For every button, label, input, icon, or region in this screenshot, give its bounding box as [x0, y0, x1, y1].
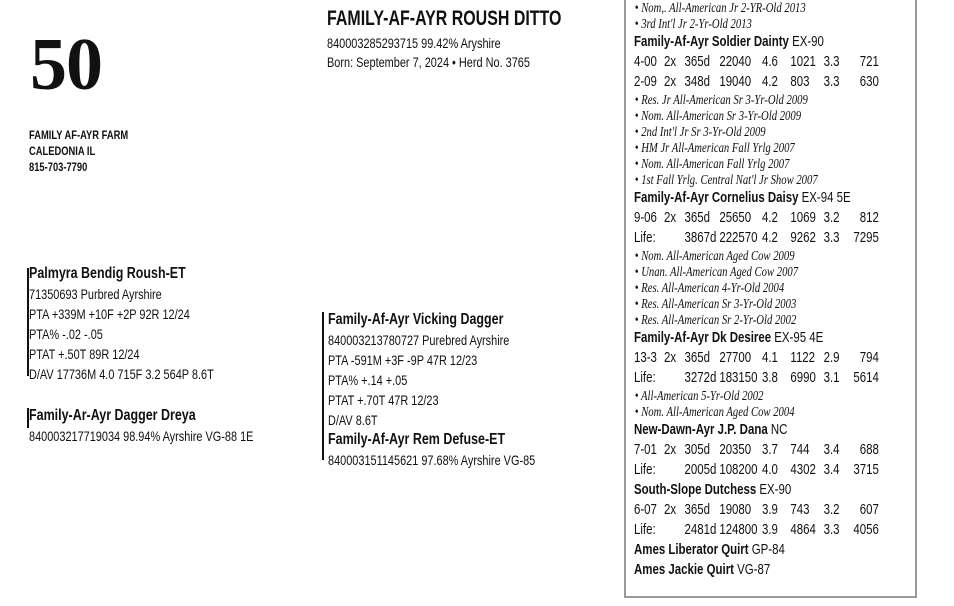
- sire-pta: PTA +339M +10F +2P 92R 12/24: [29, 306, 190, 322]
- record-cell: 3.4: [823, 462, 840, 478]
- record-cell: 2005d: [684, 462, 717, 478]
- record-cell: Life:: [634, 462, 656, 478]
- record-cell: 124800: [719, 522, 758, 538]
- family-member-score: EX-94 5E: [798, 190, 851, 206]
- family-member-score: VG-87: [733, 562, 771, 578]
- consignor-farm: FAMILY AF-AYR FARM: [29, 128, 129, 142]
- record-cell: 3.9: [761, 522, 778, 538]
- record-cell: 2x: [664, 74, 677, 90]
- dam-name: Family-Ar-Ayr Dagger Dreya: [29, 407, 196, 424]
- record-cell: 19080: [719, 502, 752, 518]
- record-cell: 4864: [790, 522, 816, 538]
- dam-sire-name: Family-Af-Ayr Vicking Dagger: [328, 311, 504, 328]
- record-cell: [664, 228, 685, 248]
- record-cell: 4-00: [634, 54, 657, 70]
- dam-sire-pta: PTA -591M +3F -9P 47R 12/23: [328, 352, 478, 368]
- record-cell: 721: [859, 54, 879, 70]
- record-cell: 3272d: [684, 370, 717, 386]
- consignor-location: CALEDONIA IL: [29, 144, 96, 158]
- record-cell: 3715: [853, 462, 879, 478]
- record-cell: 744: [790, 442, 810, 458]
- family-member: [634, 328, 879, 348]
- record-cell: 688: [859, 442, 879, 458]
- family-member: [634, 32, 879, 52]
- record-cell: 4302: [790, 462, 816, 478]
- consignor-block: [29, 127, 128, 175]
- record-cell: 365d: [684, 210, 711, 226]
- production-record: [634, 460, 879, 480]
- lot-number: 50: [30, 24, 102, 106]
- record-cell: 4.6: [761, 54, 778, 70]
- record-cell: 812: [859, 210, 879, 226]
- family-member: [634, 188, 879, 208]
- show-award-note: • Res. All-American Sr 3-Yr-Old 2003: [634, 296, 797, 311]
- record-cell: 2-09: [634, 74, 657, 90]
- dam-sire-pta-pct: PTA% +.14 +.05: [328, 372, 408, 388]
- family-member-score: GP-84: [748, 542, 785, 558]
- dam-sire-ptat: PTAT +.70T 47R 12/23: [328, 392, 439, 408]
- record-cell: 630: [859, 74, 879, 90]
- record-cell: 7-01: [634, 442, 657, 458]
- record-cell: 9262: [790, 230, 816, 246]
- record-cell: [664, 460, 685, 480]
- record-cell: 305d: [684, 442, 711, 458]
- maternal-bracket: [322, 312, 324, 460]
- show-award-note: • Res. All-American 4-Yr-Old 2004: [634, 280, 785, 295]
- sire-ptat: PTAT +.50T 89R 12/24: [29, 346, 140, 362]
- record-cell: 3.9: [761, 502, 778, 518]
- dam-sire-id: 840003213780727 Purebred Ayrshire: [328, 332, 510, 348]
- production-record: [634, 500, 879, 520]
- record-cell: Life:: [634, 370, 656, 386]
- show-award-note: • Nom. All-American Fall Yrlg 2007: [634, 156, 790, 171]
- record-cell: 3.2: [823, 502, 840, 518]
- record-cell: [664, 520, 685, 540]
- dam-block: [29, 406, 253, 446]
- record-cell: 22040: [719, 54, 752, 70]
- record-cell: 3.3: [823, 74, 840, 90]
- dam-dam-name: Family-Af-Ayr Rem Defuse-ET: [328, 431, 506, 448]
- show-award-note: • Unan. All-American Aged Cow 2007: [634, 264, 799, 279]
- record-cell: 2x: [664, 210, 677, 226]
- sire-pta-pct: PTA% -.02 -.05: [29, 326, 103, 342]
- record-cell: 1122: [790, 350, 816, 366]
- show-award-note: • 3rd Int'l Jr 2-Yr-Old 2013: [634, 16, 752, 31]
- record-cell: 365d: [684, 54, 711, 70]
- record-cell: 2.9: [823, 350, 840, 366]
- production-record: [634, 52, 879, 72]
- dam-sire-block: [328, 310, 535, 470]
- dam-sire-dav: D/AV 8.6T: [328, 412, 378, 428]
- production-record: [634, 348, 879, 368]
- production-record: [634, 520, 879, 540]
- record-cell: 743: [790, 502, 810, 518]
- family-member-name: Family-Af-Ayr Cornelius Daisy: [634, 190, 799, 206]
- record-cell: 5614: [853, 370, 879, 386]
- show-award-note: • Nom. All-American Aged Cow 2009: [634, 248, 795, 263]
- record-cell: 6990: [790, 370, 816, 386]
- record-cell: Life:: [634, 230, 656, 246]
- record-cell: 4.0: [761, 462, 778, 478]
- family-member-name: Ames Liberator Quirt: [634, 542, 749, 558]
- family-member-score: EX-90: [756, 482, 792, 498]
- dam-dam-id: 840003151145621 97.68% Ayrshire VG-85: [328, 452, 536, 468]
- production-record: [634, 228, 879, 248]
- family-member-name: Family-Af-Ayr Soldier Dainty: [634, 34, 789, 50]
- record-cell: 3867d: [684, 230, 717, 246]
- record-cell: 20350: [719, 442, 752, 458]
- consignor-phone: 815-703-7790: [29, 160, 88, 174]
- animal-name: FAMILY-AF-AYR ROUSH DITTO: [327, 7, 562, 30]
- record-cell: 365d: [684, 350, 711, 366]
- record-cell: 6-07: [634, 502, 657, 518]
- family-member-score: EX-90: [788, 34, 824, 50]
- record-cell: 2x: [664, 502, 677, 518]
- record-cell: 1069: [790, 210, 816, 226]
- record-cell: 803: [790, 74, 810, 90]
- record-cell: 4056: [853, 522, 879, 538]
- record-cell: Life:: [634, 522, 656, 538]
- record-cell: 13-3: [634, 350, 657, 366]
- show-award-note: • All-American 5-Yr-Old 2002: [634, 388, 764, 403]
- record-cell: 27700: [719, 350, 752, 366]
- record-cell: 19040: [719, 74, 752, 90]
- record-cell: 3.7: [761, 442, 778, 458]
- animal-born-line: Born: September 7, 2024 • Herd No. 3765: [327, 54, 530, 70]
- show-award-note: • HM Jr All-American Fall Yrlg 2007: [634, 140, 795, 155]
- record-cell: 3.3: [823, 230, 840, 246]
- family-member-name: South-Slope Dutchess: [634, 482, 757, 498]
- show-award-note: • Nom. All-American Sr 3-Yr-Old 2009: [634, 108, 802, 123]
- sire-block: [29, 264, 214, 384]
- production-record: [634, 368, 879, 388]
- record-cell: 3.4: [823, 442, 840, 458]
- production-record: [634, 72, 879, 92]
- sire-id: 71350693 Purbred Ayrshire: [29, 286, 162, 302]
- record-cell: 3.3: [823, 522, 840, 538]
- dam-id: 840003217719034 98.94% Ayrshire VG-88 1E: [29, 428, 254, 444]
- record-cell: 183150: [719, 370, 758, 386]
- record-cell: 108200: [719, 462, 758, 478]
- record-cell: 25650: [719, 210, 752, 226]
- production-record: [634, 208, 879, 228]
- record-cell: 222570: [719, 230, 758, 246]
- show-award-note: • Res. Jr All-American Sr 3-Yr-Old 2009: [634, 92, 808, 107]
- record-cell: [664, 368, 685, 388]
- family-member-score: EX-95 4E: [771, 330, 824, 346]
- family-member: [634, 420, 879, 440]
- family-member: [634, 540, 879, 560]
- record-cell: 4.2: [761, 210, 778, 226]
- family-member: [634, 560, 879, 580]
- record-cell: 3.3: [823, 54, 840, 70]
- record-cell: 1021: [790, 54, 816, 70]
- record-cell: 7295: [853, 230, 879, 246]
- record-cell: 3.2: [823, 210, 840, 226]
- show-award-note: • 1st Fall Yrlg. Central Nat'l Jr Show 2007: [634, 172, 818, 187]
- record-cell: 4.2: [761, 230, 778, 246]
- record-cell: 365d: [684, 502, 711, 518]
- family-pane: [634, 0, 879, 580]
- record-cell: 4.2: [761, 74, 778, 90]
- record-cell: 2481d: [684, 522, 717, 538]
- family-member-name: Ames Jackie Quirt: [634, 562, 734, 578]
- record-cell: 2x: [664, 442, 677, 458]
- show-award-note: • Nom,. All-American Jr 2-YR-Old 2013: [634, 0, 806, 15]
- sire-name: Palmyra Bendig Roush-ET: [29, 265, 186, 282]
- record-cell: 348d: [684, 74, 711, 90]
- record-cell: 2x: [664, 350, 677, 366]
- record-cell: 3.1: [823, 370, 840, 386]
- record-cell: 607: [859, 502, 879, 518]
- record-cell: 9-06: [634, 210, 657, 226]
- family-member: [634, 480, 879, 500]
- show-award-note: • Nom. All-American Aged Cow 2004: [634, 404, 795, 419]
- record-cell: 2x: [664, 54, 677, 70]
- family-member-name: New-Dawn-Ayr J.P. Dana: [634, 422, 768, 438]
- record-cell: 794: [859, 350, 879, 366]
- family-member-name: Family-Af-Ayr Dk Desiree: [634, 330, 772, 346]
- show-award-note: • 2nd Int'l Jr Sr 3-Yr-Old 2009: [634, 124, 766, 139]
- show-award-note: • Res. All-American Sr 2-Yr-Old 2002: [634, 312, 797, 327]
- record-cell: 3.8: [761, 370, 778, 386]
- production-record: [634, 440, 879, 460]
- sire-dav: D/AV 17736M 4.0 715F 3.2 564P 8.6T: [29, 366, 214, 382]
- animal-id-line: 840003285293715 99.42% Aryshire: [327, 35, 501, 51]
- family-member-score: NC: [767, 422, 788, 438]
- record-cell: 4.1: [761, 350, 778, 366]
- animal-info: [327, 34, 530, 72]
